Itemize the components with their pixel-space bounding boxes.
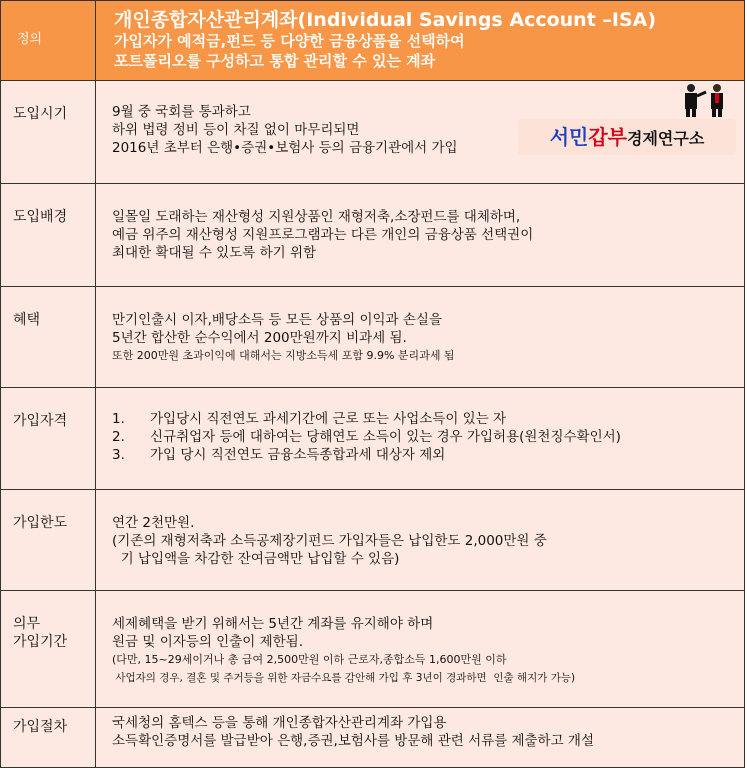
logo-text: 경제연구소 — [627, 129, 705, 148]
text-line: 세제혜택을 받기 위해서는 5년간 계좌를 유지해야 하며 — [112, 616, 434, 632]
list-item — [112, 410, 744, 428]
row-introduction-date — [0, 81, 745, 184]
row-procedure — [0, 708, 745, 768]
small-text-line: (다만, 15~29세이거나 총 급여 2,500만원 이하 근로자,종합소득 1,600만원 이하 — [112, 653, 507, 666]
row-label: 혜택 — [1, 287, 96, 387]
text-line: 최대한 확대될 수 있도록 하기 위함 — [112, 245, 317, 261]
text-line: 원금 및 이자등의 인출이 제한됨. — [112, 634, 303, 650]
logo-text: 서민 — [549, 125, 589, 149]
text-line: 기 납입액을 차감한 잔여금액만 납입할 수 있음) — [112, 551, 400, 567]
row-label: 도입시기 — [1, 81, 96, 183]
list-number: 2. — [112, 429, 125, 445]
row-content — [96, 1, 744, 80]
list-item — [112, 446, 744, 464]
label-line: 가입기간 — [13, 634, 68, 650]
list-text: 신규취업자 등에 대하여는 당해연도 소득이 있는 경우 가입허용(원천징수확인서) — [150, 429, 621, 445]
text-line: 만기인출시 이자,배당소득 등 모든 상품의 이익과 손실을 — [112, 312, 442, 328]
label-line: 의무 — [13, 616, 41, 632]
row-content — [96, 184, 744, 286]
row-benefits — [0, 287, 745, 388]
logo-text: 갑부 — [588, 125, 627, 149]
row-mandatory-period — [0, 591, 745, 708]
row-definition — [0, 0, 745, 81]
row-content — [96, 490, 744, 590]
text-line: (기존의 재형저축과 소득공제장기펀드 가입자들은 납입한도 2,000만원 중 — [112, 533, 547, 549]
text-line: 하위 법령 정비 등이 차질 없이 마무리되면 — [112, 122, 360, 138]
list-text: 가입당시 직전연도 과세기간에 근로 또는 사업소득이 있는 자 — [150, 411, 507, 427]
row-label: 가입자격 — [1, 388, 96, 489]
row-content — [96, 591, 744, 707]
row-content — [96, 388, 744, 489]
small-text-line: 또한 200만원 초과이익에 대해서는 지방소득세 포함 9.9% 분리과세 됨 — [112, 349, 455, 362]
row-label: 가입절차 — [1, 708, 96, 767]
list-number: 1. — [112, 411, 125, 427]
business-people-icon — [674, 83, 734, 117]
list-number: 3. — [112, 447, 125, 463]
page-title: 개인종합자산관리계좌(Individual Savings Account –ISA) — [114, 9, 657, 31]
text-line: 예금 위주의 재산형성 지원프로그램과는 다른 개인의 금융상품 선택권이 — [112, 227, 534, 243]
text-line: 일몰일 도래하는 재산형성 지원상품인 재형저축,소장펀드를 대체하며, — [112, 209, 521, 225]
row-label — [1, 591, 96, 707]
subtitle-line: 포트폴리오를 구성하고 통합 관리할 수 있는 계좌 — [114, 52, 436, 70]
subtitle-line: 가입자가 예적금,펀드 등 다양한 금융상품을 선택하여 — [114, 32, 465, 50]
text-line: 소득확인증명서를 발급받아 은행,증권,보험사를 방문해 관련 서류를 제출하고 개설 — [112, 733, 595, 749]
row-label: 가입한도 — [1, 490, 96, 590]
text-line: 2016년 초부터 은행•증권•보험사 등의 금융기관에서 가입 — [112, 140, 458, 156]
row-limit — [0, 490, 745, 591]
text-line: 연간 2천만원. — [112, 515, 195, 531]
row-background — [0, 184, 745, 287]
row-label: 도입배경 — [1, 184, 96, 286]
list-item — [112, 428, 744, 446]
text-line: 5년간 합산한 순수익에서 200만원까지 비과세 됨. — [112, 330, 407, 346]
brand-logo — [518, 119, 736, 155]
row-content — [96, 287, 744, 387]
row-content — [96, 708, 744, 767]
text-line: 9월 중 국회를 통과하고 — [112, 104, 251, 120]
row-label: 정의 — [1, 1, 96, 80]
text-line: 국세청의 홈텍스 등을 통해 개인종합자산관리계좌 가입용 — [112, 715, 447, 731]
list-text: 가입 당시 직전연도 금융소득종합과세 대상자 제외 — [150, 447, 446, 463]
row-eligibility — [0, 388, 745, 490]
small-text-line: 사업자의 경우, 결혼 및 주거등을 위한 자금수요를 감안해 가입 후 3년이 경과하면 인출 해지가 가능) — [112, 672, 576, 684]
